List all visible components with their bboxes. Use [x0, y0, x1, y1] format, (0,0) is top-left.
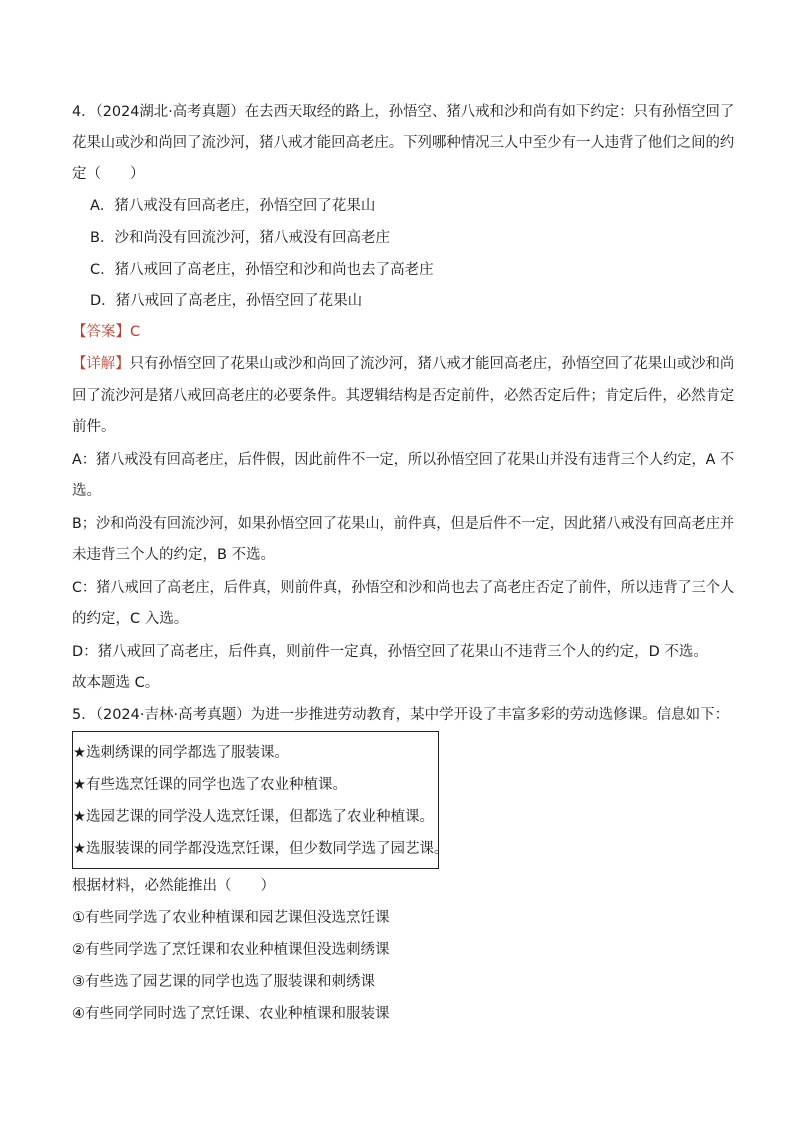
q5-info-item-1: ★选刺绣课的同学都选了服装课。	[73, 745, 289, 761]
q4-detail-line-9: 的约定，C 入选。	[72, 611, 189, 627]
q4-conclusion: 故本题选 C。	[72, 675, 160, 691]
q4-detail-line-10: D：猪八戒回了高老庄，后件真，则前件一定真，孙悟空回了花果山不违背三个人的约定，D 不选。	[72, 644, 708, 660]
q4-detail-line-2: 回了流沙河是猪八戒回高老庄的必要条件。其逻辑结构是否定前件，必然否定后件；肯定后件，必然肯定	[72, 388, 735, 404]
q4-detail-line-3: 前件。	[72, 419, 116, 435]
q4-detail-line-1	[72, 354, 734, 374]
q5-question: 根据材料，必然能推出（ ）	[72, 878, 275, 894]
q4-option-b: B．沙和尚没有回流沙河，猪八戒没有回高老庄	[90, 230, 390, 246]
q4-detail-line-4: A：猪八戒没有回高老庄，后件假，因此前件不一定，所以孙悟空回了花果山并没有违背三个人约定，A 不	[72, 452, 735, 468]
q4-stem-line-1: 4．（2024湖北·高考真题）在去西天取经的路上，孙悟空、猪八戒和沙和尚有如下约定：只有孙悟空回了	[72, 104, 735, 120]
answer-label: 【答案】	[72, 324, 130, 340]
answer-value: C	[130, 324, 141, 340]
q4-stem-line-2: 花果山或沙和尚回了流沙河，猪八戒才能回高老庄。下列哪种情况三人中至少有一人违背了他们之间的约	[72, 135, 735, 151]
q4-detail-line-7: 未违背三个人的约定，B 不选。	[72, 547, 276, 563]
q5-choice-4: ④有些同学同时选了烹饪课、农业种植课和服装课	[72, 1006, 390, 1022]
q5-info-item-3: ★选园艺课的同学没人选烹饪课，但都选了农业种植课。	[73, 809, 434, 825]
q5-choice-2: ②有些同学选了烹饪课和农业种植课但没选刺绣课	[72, 942, 390, 958]
q5-choice-1: ①有些同学选了农业种植课和园艺课但没选烹饪课	[72, 910, 390, 926]
detail-label: 【详解】	[72, 356, 130, 372]
q4-answer	[72, 322, 140, 342]
q5-info-item-2: ★有些选烹饪课的同学也选了农业种植课。	[73, 777, 347, 793]
q5-info-box	[72, 731, 449, 869]
detail-text: 只有孙悟空回了花果山或沙和尚回了流沙河，猪八戒才能回高老庄，孙悟空回了花果山或沙和尚	[129, 356, 735, 372]
q4-option-d: D．猪八戒回了高老庄，孙悟空回了花果山	[90, 293, 363, 309]
q4-detail-line-8: C：猪八戒回了高老庄，后件真，则前件真，孙悟空和沙和尚也去了高老庄否定了前件，所以违背了三个人	[72, 580, 735, 596]
q5-stem: 5．（2024·吉林·高考真题）为进一步推进劳动教育，某中学开设了丰富多彩的劳动选修课。信息如下：	[72, 707, 730, 723]
q4-stem-line-3: 定（ ）	[72, 166, 145, 182]
q4-detail-line-6: B；沙和尚没有回流沙河，如果孙悟空回了花果山，前件真，但是后件不一定，因此猪八戒没有回高老庄并	[72, 516, 735, 532]
q4-detail-line-5: 选。	[72, 483, 101, 499]
q5-info-item-4: ★选服装课的同学都没选烹饪课，但少数同学选了园艺课。	[73, 841, 449, 857]
q5-choice-3: ③有些选了园艺课的同学也选了服装课和刺绣课	[72, 974, 375, 990]
q4-option-a: A．猪八戒没有回高老庄，孙悟空回了花果山	[90, 198, 376, 214]
q4-option-c: C．猪八戒回了高老庄，孙悟空和沙和尚也去了高老庄	[90, 262, 434, 278]
